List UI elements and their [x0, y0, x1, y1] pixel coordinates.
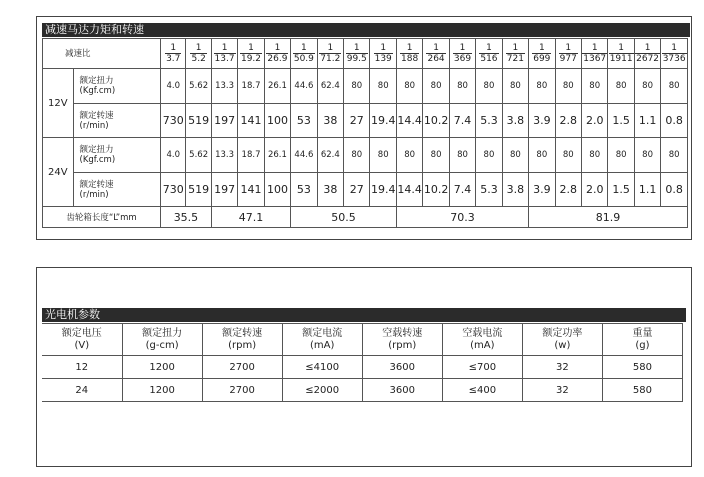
ratio-denominator: 71.2	[320, 54, 341, 64]
params-header-name: 重量	[632, 327, 653, 339]
v12-speed-cell: 3.8	[502, 104, 528, 138]
v12-torque-cell: 80	[555, 69, 581, 104]
v12-torque-cell: 62.4	[317, 69, 343, 104]
v24-speed-cell: 27	[344, 173, 370, 207]
v12-speed-cell: 1.1	[634, 104, 660, 138]
v12-speed-cell: 100	[264, 104, 290, 138]
params-header-name: 额定功率	[542, 327, 583, 339]
torque-speed-table	[42, 38, 688, 228]
speed-label: 额定转速	[79, 179, 114, 190]
ratio-numerator: 1	[459, 43, 466, 53]
params-header-cell	[362, 324, 442, 356]
v12-speed-cell: 197	[211, 104, 237, 138]
v24-torque-label	[73, 138, 161, 173]
ratio-numerator: 1	[618, 43, 624, 53]
ratio-numerator: 1	[644, 43, 651, 53]
v24-speed-cell: 38	[317, 173, 343, 207]
params-header-name: 空载电流	[462, 327, 503, 339]
ratio-fraction	[293, 43, 315, 64]
gearbox-length: 47.1	[211, 207, 290, 228]
ratio-denominator: 13.7	[214, 54, 235, 64]
ratio-denominator: 699	[533, 54, 551, 64]
ratio-fraction	[346, 43, 368, 64]
params-value-cell: ≤400	[442, 379, 522, 402]
params-value-cell: 12	[42, 356, 122, 379]
v24-speed-cell: 14.4	[396, 173, 422, 207]
ratio-numerator: 1	[433, 43, 439, 53]
v12-speed-row	[43, 104, 688, 138]
v24-torque-cell: 80	[608, 138, 634, 173]
ratio-cell	[211, 39, 237, 69]
speed-unit: (r/min)	[79, 189, 109, 200]
v12-speed-cell: 1.5	[608, 104, 634, 138]
v24-speed-cell: 2.8	[555, 173, 581, 207]
ratio-denominator: 1367	[583, 54, 607, 64]
params-header-unit: (mA)	[470, 339, 495, 351]
ratio-denominator: 188	[401, 54, 419, 64]
ratio-fraction	[662, 43, 687, 64]
v24-speed-cell: 1.1	[634, 173, 660, 207]
v24-speed-cell: 3.8	[502, 173, 528, 207]
ratio-denominator: 264	[427, 54, 445, 64]
torque-unit: (Kgf.cm)	[79, 155, 116, 165]
v24-torque-cell: 44.6	[291, 138, 317, 173]
params-value-cell: 2700	[202, 379, 282, 402]
ratio-numerator: 1	[248, 43, 254, 53]
ratio-cell	[634, 39, 660, 69]
params-header-row	[42, 324, 683, 356]
ratio-numerator: 1	[221, 43, 228, 53]
ratio-cell	[370, 39, 396, 69]
v12-torque-cell: 80	[529, 69, 555, 104]
params-value-cell: ≤2000	[282, 379, 362, 402]
v12-torque-cell: 80	[370, 69, 396, 104]
ratio-cell	[449, 39, 475, 69]
v24-torque-cell: 80	[344, 138, 370, 173]
v24-torque-cell: 4.0	[161, 138, 186, 173]
params-value-cell: 2700	[202, 356, 282, 379]
v12-torque-cell: 80	[608, 69, 634, 104]
params-header-name: 额定电流	[302, 327, 343, 339]
v12-torque-cell: 80	[449, 69, 475, 104]
v12-speed-cell: 519	[186, 104, 211, 138]
v24-torque-cell: 18.7	[238, 138, 264, 173]
v12-torque-label	[73, 69, 161, 104]
v24-speed-cell: 53	[291, 173, 317, 207]
ratio-denominator: 3736	[662, 54, 686, 64]
ratio-cell	[344, 39, 370, 69]
params-value-cell: 3600	[362, 379, 442, 402]
params-value-cell: 24	[42, 379, 122, 402]
ratio-fraction	[635, 43, 660, 64]
motor-table-title: 减速马达力矩和转速	[42, 23, 690, 37]
ratio-label: 减速比	[43, 39, 161, 69]
v24-torque-cell: 80	[449, 138, 475, 173]
v12-torque-cell: 80	[344, 69, 370, 104]
ratio-fraction	[453, 43, 472, 64]
v12-speed-cell: 19.4	[370, 104, 396, 138]
params-header-unit: (mA)	[310, 339, 335, 351]
params-header-unit: (g)	[635, 339, 650, 351]
v12-torque-cell: 80	[634, 69, 660, 104]
params-header-name: 额定电压	[61, 327, 102, 339]
v24-speed-cell: 730	[161, 173, 186, 207]
ratio-cell	[661, 39, 688, 69]
params-header-cell	[282, 324, 362, 356]
ratio-denominator: 50.9	[293, 54, 314, 64]
ratio-numerator: 1	[486, 43, 492, 53]
ratio-numerator: 1	[170, 43, 177, 53]
v24-speed-cell: 10.2	[423, 173, 449, 207]
v24-speed-cell: 19.4	[370, 173, 396, 207]
gearbox-label: 齿轮箱长度“L”mm	[43, 207, 161, 228]
params-row	[42, 379, 683, 402]
v24-torque-cell: 80	[661, 138, 688, 173]
ratio-denominator: 99.5	[346, 54, 367, 64]
v24-torque-cell: 80	[555, 138, 581, 173]
ratio-denominator: 977	[559, 54, 577, 64]
torque-label: 额定扭力	[79, 145, 114, 155]
ratio-fraction	[426, 43, 445, 64]
ratio-numerator: 1	[301, 43, 307, 53]
gearbox-length: 81.9	[529, 207, 688, 228]
params-header-cell	[602, 324, 682, 356]
v12-torque-cell: 80	[476, 69, 502, 104]
v24-speed-label	[73, 173, 161, 207]
ratio-denominator: 3.7	[166, 54, 181, 64]
params-header-cell	[42, 324, 122, 356]
v12-torque-cell: 80	[502, 69, 528, 104]
ratio-cell	[476, 39, 502, 69]
ratio-fraction	[532, 43, 551, 64]
ratio-cell	[529, 39, 555, 69]
gearbox-length: 35.5	[161, 207, 212, 228]
params-value-cell: 580	[602, 379, 682, 402]
v24-speed-cell: 0.8	[661, 173, 688, 207]
v24-torque-cell: 80	[396, 138, 422, 173]
params-value-cell: 580	[602, 356, 682, 379]
params-value-cell: 1200	[122, 379, 202, 402]
v12-torque-cell: 80	[581, 69, 607, 104]
v12-speed-cell: 2.8	[555, 104, 581, 138]
v12-torque-cell: 80	[661, 69, 688, 104]
v24-speed-cell: 2.0	[581, 173, 607, 207]
v24-torque-cell: 80	[423, 138, 449, 173]
ratio-cell	[423, 39, 449, 69]
v12-speed-cell: 3.9	[529, 104, 555, 138]
v24-torque-cell: 80	[529, 138, 555, 173]
ratio-numerator: 1	[406, 43, 413, 53]
v24-torque-cell: 26.1	[264, 138, 290, 173]
ratio-row	[43, 39, 688, 69]
params-value-cell: 1200	[122, 356, 202, 379]
v24-speed-cell: 7.4	[449, 173, 475, 207]
v12-torque-cell: 26.1	[264, 69, 290, 104]
ratio-numerator: 1	[565, 43, 572, 53]
ratio-cell	[581, 39, 607, 69]
ratio-fraction	[165, 43, 181, 64]
v12-speed-cell: 5.3	[476, 104, 502, 138]
gearbox-row	[43, 207, 688, 228]
v24-torque-cell: 80	[476, 138, 502, 173]
ratio-denominator: 139	[374, 54, 392, 64]
ratio-numerator: 1	[538, 43, 545, 53]
ratio-numerator: 1	[671, 43, 677, 53]
v24-torque-cell: 80	[502, 138, 528, 173]
params-header-unit: (g-cm)	[145, 339, 179, 351]
ratio-cell	[608, 39, 634, 69]
torque-label: 额定扭力	[79, 76, 114, 86]
v12-speed-label	[73, 104, 161, 138]
v12-torque-cell: 80	[396, 69, 422, 104]
ratio-fraction	[609, 43, 634, 64]
v12-torque-cell: 80	[423, 69, 449, 104]
params-header-name: 额定扭力	[142, 327, 183, 339]
ratio-fraction	[582, 43, 607, 64]
params-header-cell	[122, 324, 202, 356]
ratio-cell	[238, 39, 264, 69]
motor-spec-panel	[36, 16, 692, 240]
v12-torque-cell: 18.7	[238, 69, 264, 104]
v12-speed-cell: 10.2	[423, 104, 449, 138]
v24-torque-cell: 13.3	[211, 138, 237, 173]
ratio-fraction	[479, 43, 498, 64]
ratio-fraction	[214, 43, 236, 64]
ratio-cell	[161, 39, 186, 69]
params-header-unit: (rpm)	[228, 339, 257, 351]
ratio-fraction	[374, 43, 393, 64]
ratio-denominator: 369	[453, 54, 472, 64]
motor-params-panel	[36, 267, 692, 467]
v12-torque-cell: 4.0	[161, 69, 186, 104]
ratio-numerator: 1	[195, 43, 202, 53]
params-header-cell	[522, 324, 602, 356]
v24-speed-cell: 197	[211, 173, 237, 207]
ratio-denominator: 1911	[609, 54, 633, 64]
v12-torque-cell: 5.62	[186, 69, 211, 104]
ratio-numerator: 1	[274, 43, 281, 53]
v24-speed-row	[43, 173, 688, 207]
ratio-fraction	[266, 43, 288, 64]
v12-speed-cell: 730	[161, 104, 186, 138]
v24-torque-cell: 80	[581, 138, 607, 173]
v24-speed-cell: 141	[238, 173, 264, 207]
ratio-cell	[264, 39, 290, 69]
v24-torque-cell: 80	[370, 138, 396, 173]
v12-speed-cell: 2.0	[581, 104, 607, 138]
ratio-cell	[186, 39, 211, 69]
v24-torque-cell: 62.4	[317, 138, 343, 173]
ratio-denominator: 19.2	[240, 54, 262, 64]
ratio-numerator: 1	[353, 43, 360, 53]
params-value-cell: ≤4100	[282, 356, 362, 379]
v12-speed-cell: 27	[344, 104, 370, 138]
v24-speed-cell: 519	[186, 173, 211, 207]
motor-params-table	[42, 323, 683, 402]
v24-speed-cell: 5.3	[476, 173, 502, 207]
v24-speed-cell: 100	[264, 173, 290, 207]
v24-speed-cell: 1.5	[608, 173, 634, 207]
v12-speed-cell: 14.4	[396, 104, 422, 138]
params-header-unit: (V)	[74, 339, 90, 351]
gearbox-length: 50.5	[291, 207, 397, 228]
speed-unit: (r/min)	[79, 120, 109, 131]
ratio-fraction	[559, 43, 578, 64]
params-value-cell: 32	[522, 379, 602, 402]
params-header-cell	[202, 324, 282, 356]
speed-label: 额定转速	[79, 110, 114, 121]
v24-speed-cell: 3.9	[529, 173, 555, 207]
ratio-fraction	[506, 43, 525, 64]
ratio-numerator: 1	[327, 43, 334, 53]
ratio-cell	[317, 39, 343, 69]
motor-params-title: 光电机参数	[42, 308, 686, 322]
params-header-unit: (rpm)	[388, 339, 417, 351]
ratio-fraction	[240, 43, 262, 64]
v12-speed-cell: 53	[291, 104, 317, 138]
ratio-denominator: 516	[480, 54, 498, 64]
params-row	[42, 356, 683, 379]
ratio-numerator: 1	[591, 43, 598, 53]
torque-unit: (Kgf.cm)	[79, 86, 116, 96]
v12-label: 12V	[43, 69, 74, 138]
params-header-unit: (w)	[554, 339, 571, 351]
ratio-denominator: 2672	[636, 54, 660, 64]
v24-torque-cell: 5.62	[186, 138, 211, 173]
v24-torque-cell: 80	[634, 138, 660, 173]
params-value-cell: ≤700	[442, 356, 522, 379]
v12-speed-cell: 38	[317, 104, 343, 138]
v12-torque-cell: 13.3	[211, 69, 237, 104]
params-header-cell	[442, 324, 522, 356]
ratio-denominator: 26.9	[267, 54, 288, 64]
gearbox-length: 70.3	[396, 207, 528, 228]
v12-speed-cell: 0.8	[661, 104, 688, 138]
ratio-denominator: 721	[506, 54, 524, 64]
v12-speed-cell: 7.4	[449, 104, 475, 138]
ratio-fraction	[319, 43, 341, 64]
v12-torque-cell: 44.6	[291, 69, 317, 104]
ratio-cell	[555, 39, 581, 69]
v12-speed-cell: 141	[238, 104, 264, 138]
ratio-denominator: 5.2	[191, 54, 206, 64]
ratio-cell	[396, 39, 422, 69]
params-header-name: 空载转速	[382, 327, 423, 339]
ratio-fraction	[190, 43, 206, 64]
ratio-cell	[502, 39, 528, 69]
params-value-cell: 3600	[362, 356, 442, 379]
v12-torque-row	[43, 69, 688, 104]
ratio-cell	[291, 39, 317, 69]
v24-torque-row	[43, 138, 688, 173]
params-value-cell: 32	[522, 356, 602, 379]
params-header-name: 额定转速	[222, 327, 263, 339]
ratio-fraction	[400, 43, 419, 64]
v24-label: 24V	[43, 138, 74, 207]
ratio-numerator: 1	[512, 43, 519, 53]
ratio-numerator: 1	[380, 43, 387, 53]
